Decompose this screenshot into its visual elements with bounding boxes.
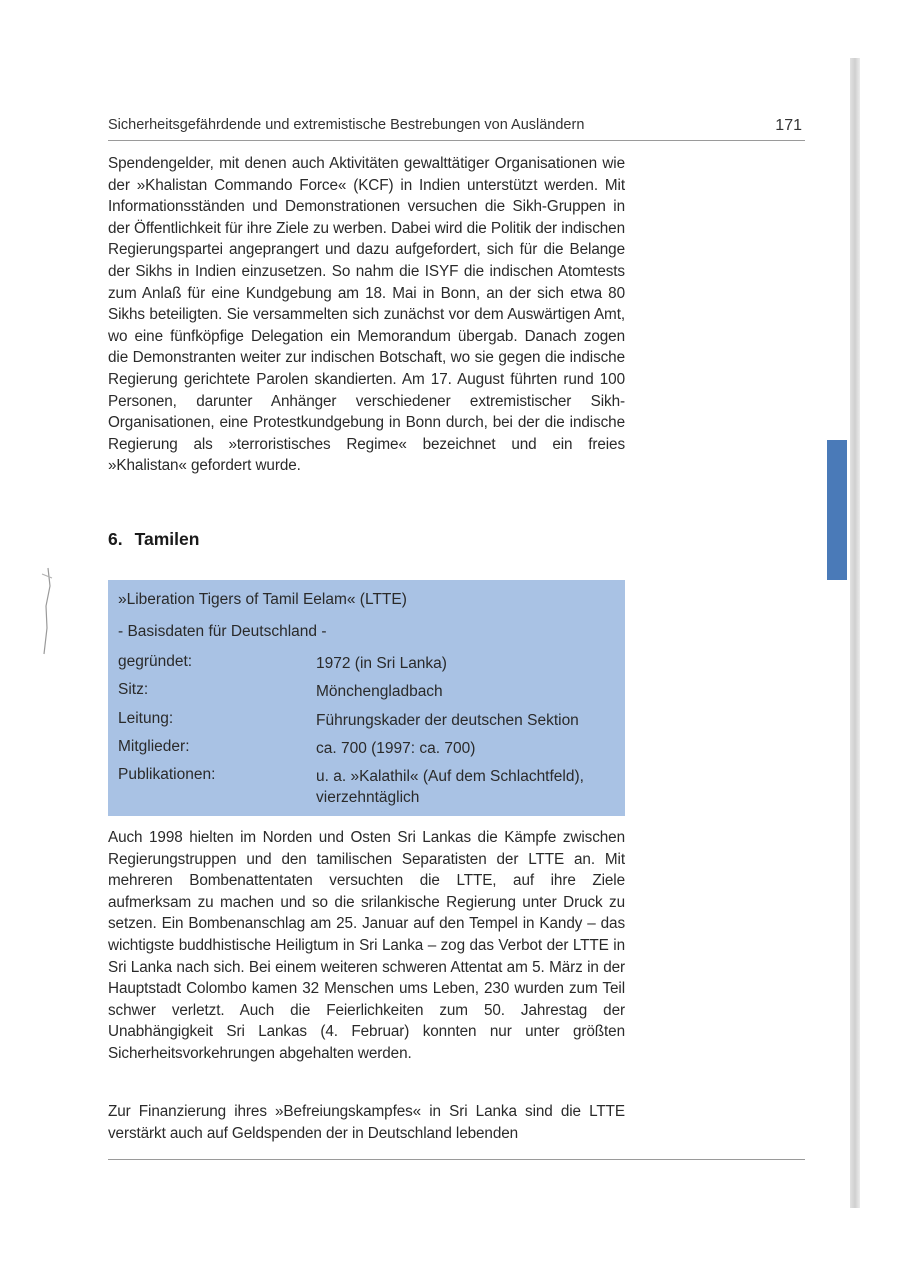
ltte-info-box — [108, 580, 625, 816]
paragraph-sikh-activities: Spendengelder, mit denen auch Aktivitäten gewalttätiger Organisationen wie der »Khalistan Commando Force« (KCF) in Indien unterstützt werden. Mit Informationsständen und Demonstrationen versuchen die Sikh-Gruppen in der Öffentlichkeit für ihre Ziele zu werben. Dabei wird die Politik der indischen Regierungspartei angeprangert und dazu aufgefordert, sich für die Belange der Sikhs in Indien einzusetzen. So nahm die ISYF die indischen Atomtests zum Anlaß für eine Kundgebung am 18. Mai in Bonn, an der sich etwa 80 Sikhs beteiligten. Sie versammelten sich zunächst vor dem Auswärtigen Amt, wo eine fünfköpfige Delegation ein Memorandum übergab. Danach zogen die Demonstranten weiter zur indischen Botschaft, wo sie gegen die indische Regierung gerichtete Parolen skandierten. Am 17. August führten rund 100 Personen, darunter Anhänger verschiedener extremistischer Sikh-Organisationen, eine Protestkundgebung in Bonn durch, bei der die indische Regierung als »terroristisches Regime« bezeichnet und ein freies »Khalistan« gefordert wurde. — [108, 155, 625, 475]
footer-rule — [108, 1159, 805, 1160]
info-value: u. a. »Kalathil« (Auf dem Schlachtfeld), vierzehntäglich — [316, 768, 584, 806]
info-value: Führungskader der deutschen Sektion — [316, 712, 579, 729]
info-box-title: »Liberation Tigers of Tamil Eelam« (LTTE) — [118, 591, 407, 608]
header-rule — [108, 140, 805, 141]
paragraph-sri-lanka-conflict: Auch 1998 hielten im Norden und Osten Sri Lankas die Kämpfe zwischen Regierungstruppen und den tamilischen Separatisten der LTTE an. Mit mehreren Bombenattentaten versuchten die LTTE, auf ihre Ziele aufmerksam zu machen und so die srilankische Regierung unter Druck zu setzen. Ein Bombenanschlag am 25. Januar auf den Tempel in Kandy – das wichtigste buddhistische Heiligtum in Sri Lanka – zog das Verbot der LTTE in Sri Lanka nach sich. Bei einem weiteren schweren Attentat am 5. März in der Hauptstadt Colombo kamen 32 Menschen ums Leben, 230 wurden zum Teil schwer verletzt. Auch die Feierlichkeiten zum 50. Jahrestag der Unabhängigkeit Sri Lankas (4. Februar) konnten nur unter größten Sicherheitsvorkehrungen abgehalten werden. — [108, 829, 625, 1062]
info-label: Leitung: — [118, 710, 174, 727]
page-number: 171 — [775, 117, 802, 134]
info-label: gegründet: — [118, 653, 193, 670]
info-label: Mitglieder: — [118, 738, 190, 755]
info-value: ca. 700 (1997: ca. 700) — [316, 740, 476, 757]
scan-artifact-mark — [40, 566, 54, 656]
chapter-thumb-tab — [827, 440, 847, 580]
info-value: Mönchengladbach — [316, 683, 443, 700]
info-box-subtitle: - Basisdaten für Deutschland - — [118, 623, 327, 640]
info-label: Sitz: — [118, 681, 149, 698]
page-edge-shadow — [850, 58, 860, 1208]
section-title: Tamilen — [134, 529, 200, 549]
paragraph-financing: Zur Finanzierung ihres »Befreiungskampfes« in Sri Lanka sind die LTTE verstärkt auch auf Geldspenden der in Deutschland lebenden — [108, 1103, 625, 1142]
section-heading — [108, 529, 199, 550]
info-value: 1972 (in Sri Lanka) — [316, 655, 447, 672]
section-number: 6. — [108, 529, 123, 549]
info-label: Publikationen: — [118, 766, 216, 783]
running-title: Sicherheitsgefährdende und extremistische Bestrebungen von Ausländern — [108, 117, 585, 133]
running-header — [108, 117, 802, 133]
